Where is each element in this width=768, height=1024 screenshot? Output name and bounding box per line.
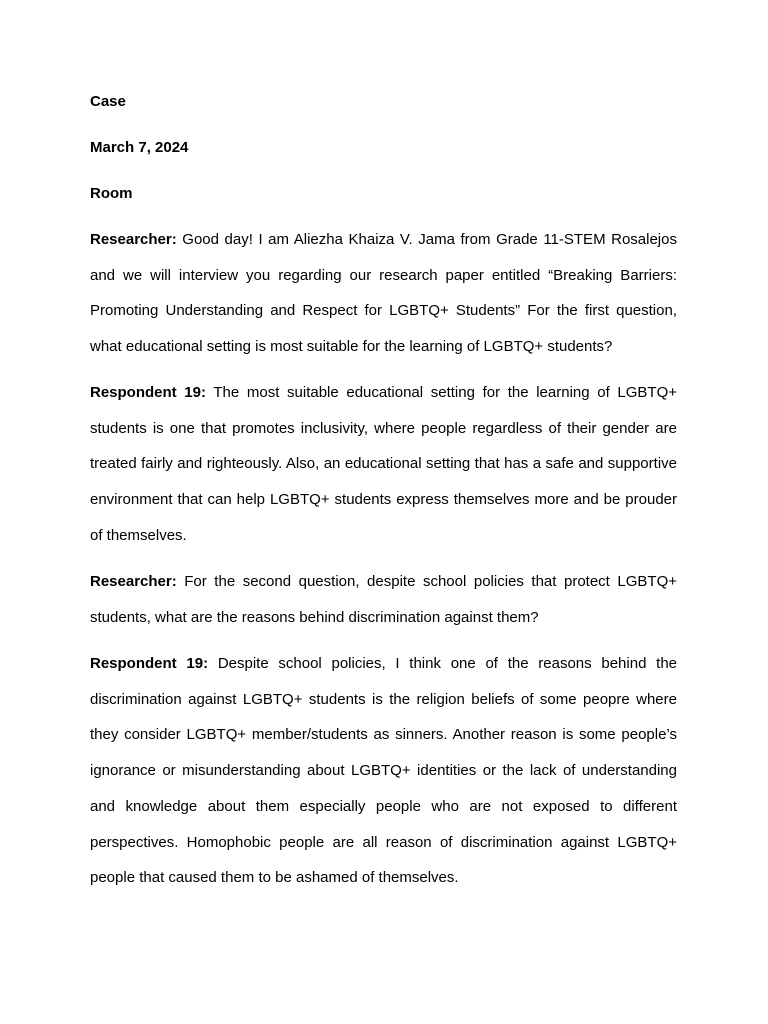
entry-text: Despite school policies, I think one of the reasons behind the discrimination against LGBTQ+ students is the religion beliefs of some peopre where they consider LGBTQ+ member/students as sinners. Another reason is some people’s ignorance or misunderstanding about LGBTQ+ identities or the lack of understanding and knowledge about them especially people who are not exposed to different perspectives. Homophobic people are all reason of discrimination against LGBTQ+ people that caused them to be ashamed of themselves.: [90, 655, 677, 887]
transcript-entry-1: [90, 222, 677, 365]
speaker-label: Respondent 19:: [90, 384, 206, 401]
transcript-entry-4: [90, 646, 677, 896]
room-label: Room: [90, 185, 133, 202]
entry-text: For the second question, despite school policies that protect LGBTQ+ students, what are the reasons behind discrimination against them?: [90, 573, 677, 626]
interview-date: March 7, 2024: [90, 139, 189, 156]
entry-text: The most suitable educational setting for the learning of LGBTQ+ students is one that promotes inclusivity, where people regardless of their gender are treated fairly and righteously. Also, an educational setting that has a safe and supportive environment that can help LGBTQ+ students express themselves more and be prouder of themselves.: [90, 384, 677, 544]
transcript-entry-3: [90, 564, 677, 635]
speaker-label: Researcher:: [90, 231, 177, 248]
transcript-entry-2: [90, 375, 677, 554]
speaker-label: Respondent 19:: [90, 655, 209, 672]
speaker-label: Researcher:: [90, 573, 177, 590]
entry-text: Good day! I am Aliezha Khaiza V. Jama from Grade 11-STEM Rosalejos and we will interview you regarding our research paper entitled “Breaking Barriers: Promoting Understanding and Respect for LGBTQ+ Students” For the first question, what educational setting is most suitable for the learning of LGBTQ+ students?: [90, 231, 677, 356]
case-label: Case: [90, 93, 126, 110]
